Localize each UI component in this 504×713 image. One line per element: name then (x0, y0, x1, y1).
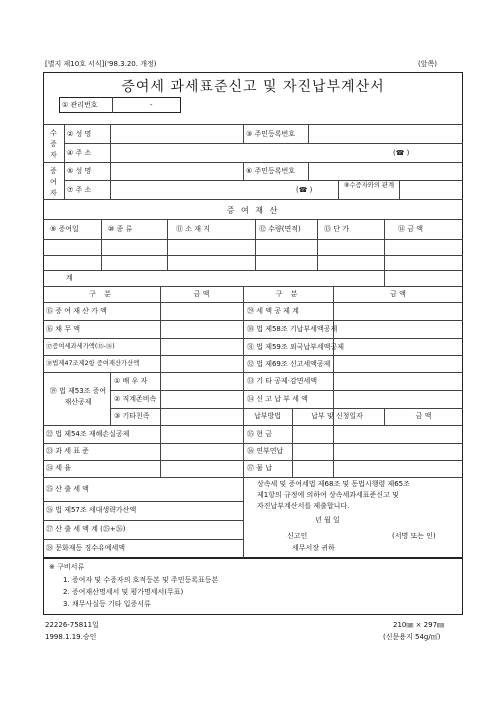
form-id: [별지 제10호 서식]('98.3.20. 개정) (45, 60, 157, 68)
declaration-signature: (서명 또는 인) (392, 532, 436, 540)
footer-approved: 1998.1.19.승인 (45, 633, 97, 641)
recipient-address-label: ④ 주 소 (67, 149, 92, 157)
row-computed-tax: ㉕ 산 출 세 액 (46, 485, 89, 493)
calc-right-gubun: 구 분 (275, 290, 301, 298)
row-deduction-relative: ③ 기타친족 (114, 412, 150, 420)
row-deduction-lineal: ② 직계존비속 (114, 395, 157, 403)
payment-installment: ㊱ 연부연납 (247, 447, 284, 455)
row-other-credit: ㉝ 기 타 공제·감면세액 (247, 377, 317, 385)
calc-left-gubun: 구 분 (89, 290, 114, 298)
row-gift-value: ⑮ 증 여 재 산 가 액 (46, 307, 107, 315)
attachments-title: ※ 구비서류 (49, 563, 85, 571)
footer-size: 210㎜ × 297㎜ (393, 621, 445, 629)
attachment-item-1: 1. 증여자 및 수증자의 호적등본 및 주민등록표등본 (63, 576, 219, 584)
payment-amount-header: 금 액 (415, 412, 432, 420)
col-amount: ⑭ 금 액 (398, 225, 423, 233)
row-cultural-deferral: ㉘ 문화재등 징수유예세액 (46, 544, 126, 552)
row-taxable-value: ⑰증여세과세가액(⑮-⑯) (46, 343, 115, 350)
donor-rrn-label: ⑥ 주민등록번호 (246, 167, 296, 175)
row-additional-value: ⑱법제47조제2항 증여재산가산액 (46, 360, 140, 367)
payment-method-header: 납부방법 (253, 412, 282, 420)
footer-code: 22226-75811일 (45, 621, 99, 629)
row-tax-base: ㉓ 과 세 표 준 (46, 447, 89, 455)
recipient-phone: (☎ ) (393, 149, 410, 157)
declaration-recipient: 세무서장 귀하 (292, 544, 335, 552)
declaration-filer: 신고인 (287, 532, 308, 540)
row-deduction-spouse: ① 배 우 자 (114, 377, 148, 385)
row-gift-deduction: ⑲ 법 제53조 증여재산공제 (49, 387, 107, 406)
row-report-credit: ㉜ 법 제69조 신고세액공제 (247, 360, 331, 368)
declaration-line-2: 제1항의 규정에 의하여 상속세과세표준신고 및 (257, 491, 399, 499)
declaration-line-3: 자진납부계산서를 제출합니다. (257, 502, 350, 510)
payment-cash: ㉟ 현 금 (247, 430, 272, 438)
mgmt-label: ① 관리번호 (62, 101, 98, 109)
property-section-title: 증 여 재 산 (226, 206, 280, 215)
payment-date-header: 납부 및 신청일자 (311, 412, 363, 420)
attachment-item-2: 2. 증여재산명세서 및 평가명세서(무표) (63, 588, 184, 596)
payment-in-kind: ㊲ 물 납 (247, 464, 272, 472)
col-type: ⑩ 종 류 (108, 225, 133, 233)
row-payable-tax: ㉞ 신 고 납 부 세 액 (247, 395, 308, 403)
mgmt-value: - (150, 101, 153, 109)
row-generation-skip: ㉖ 법 제57조 세대생략가산액 (46, 506, 137, 514)
recipient-rrn-label: ③ 주민등록번호 (246, 130, 296, 138)
calc-right-amount: 금 액 (390, 290, 406, 298)
row-disaster-deduction: ㉒ 법 제54조 재해손실공제 (46, 430, 130, 438)
donor-address-label: ⑦ 주 소 (67, 186, 92, 194)
donor-phone: (☎ ) (296, 186, 313, 194)
recipient-name-label: ② 성 명 (67, 130, 92, 138)
donor-group: 증여자 (50, 167, 57, 197)
calc-left-amount: 금 액 (193, 290, 210, 298)
row-computed-total: ㉗ 산 출 세 액 계 (㉕+㉖) (46, 525, 126, 533)
col-quantity: ⑫ 수량(면적) (259, 225, 301, 233)
page-title: 증여세 과세표준신고 및 자진납부계산서 (121, 79, 385, 95)
footer-paper: (신문용지 54g/㎡) (383, 633, 441, 641)
row-credit-total: ㉙ 세 액 공 제 계 (247, 307, 299, 315)
property-total-label: 계 (66, 274, 73, 282)
declaration-date: 년 월 일 (315, 516, 340, 524)
donor-name-label: ⑤ 성 명 (67, 167, 92, 175)
page-side: (앞쪽) (418, 60, 437, 68)
recipient-group: 수증자 (50, 129, 57, 159)
row-prepaid-credit: ㉚ 법 제58조 기납부세액공제 (247, 325, 338, 333)
attachment-item-3: 3. 채무사실등 기타 입증서류 (63, 600, 151, 608)
row-tax-rate: ㉔ 세 율 (46, 464, 71, 472)
col-gift-date: ⑨ 증여일 (50, 225, 79, 233)
col-location: ⑪ 소 재 지 (176, 225, 210, 233)
declaration-line-1: 상속세 및 증여세법 제68조 및 동법시행령 제65조 (257, 480, 410, 488)
row-foreign-credit: ㉛ 법 제59조 외국납부세액공제 (247, 343, 344, 351)
col-unit-price: ⑬ 단 가 (324, 225, 349, 233)
donor-relation-label: ⑧수증자와의 관계 (343, 182, 395, 189)
row-debt: ⑯ 채 무 액 (46, 325, 80, 333)
